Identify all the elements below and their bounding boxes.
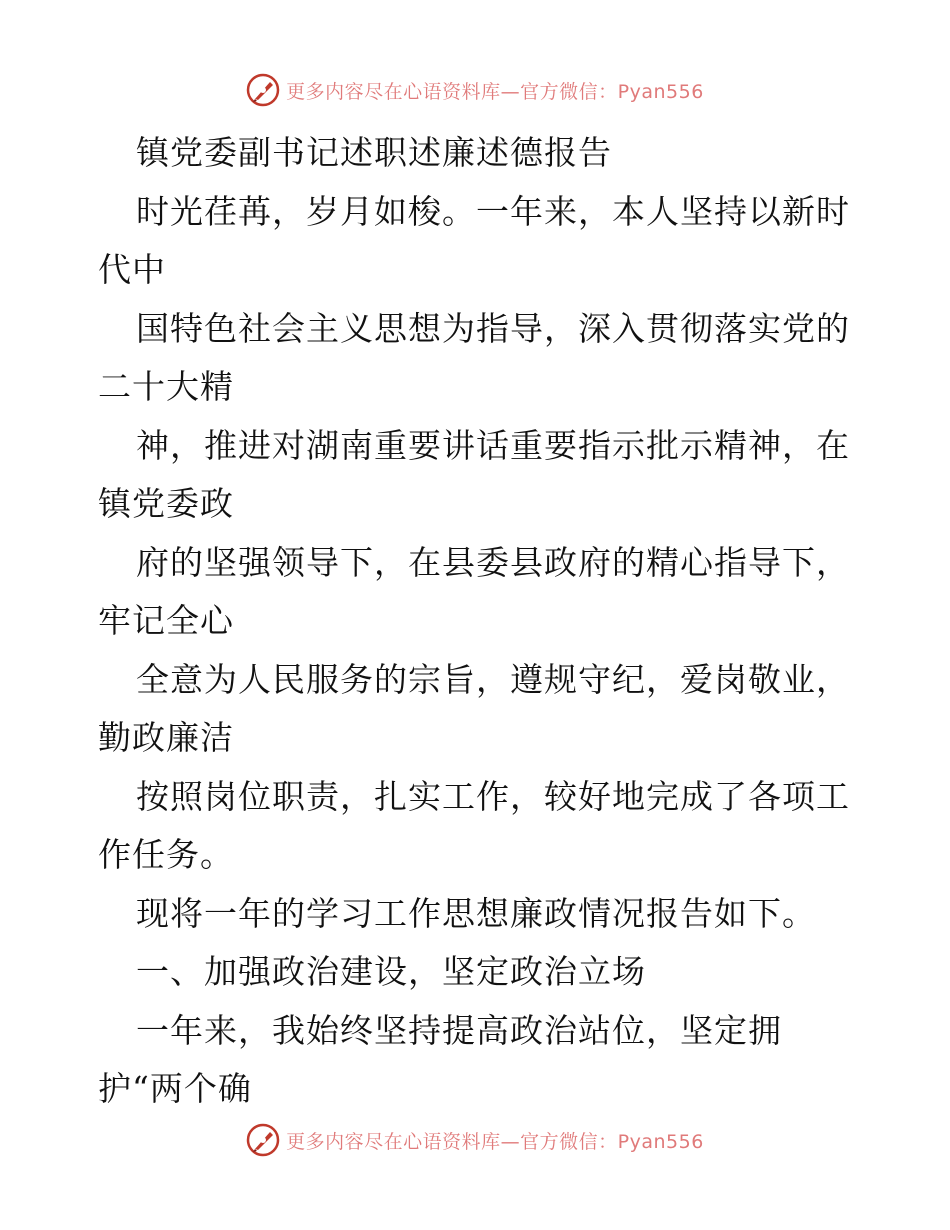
watermark-header xyxy=(0,70,950,110)
quill-pen-logo-icon xyxy=(246,1123,280,1157)
text-line: 一、加强政治建设，坚定政治立场 xyxy=(136,952,646,991)
text-line: 现将一年的学习工作思想廉政情况报告如下。 xyxy=(136,893,816,933)
text-line: 时光荏苒，岁月如梭。一年来，本人坚持以新时 xyxy=(136,191,850,231)
text-line: 府的坚强领导下，在县委县政府的精心指导下， xyxy=(136,542,850,582)
document-body xyxy=(98,124,858,1119)
text-line: 镇党委政 xyxy=(98,484,234,523)
watermark-text: 更多内容尽在心语资料库—官方微信：Pyan556 xyxy=(286,1130,704,1153)
quill-pen-logo-icon xyxy=(246,73,280,107)
text-line: 全意为人民服务的宗旨，遵规守纪，爱岗敬业， xyxy=(136,659,850,699)
text-line: 代中 xyxy=(98,250,166,289)
watermark-footer xyxy=(0,1120,950,1160)
text-line: 牢记全心 xyxy=(98,601,234,640)
watermark-text: 更多内容尽在心语资料库—官方微信：Pyan556 xyxy=(286,80,704,103)
text-line: 神，推进对湖南重要讲话重要指示批示精神，在 xyxy=(136,425,850,465)
document-title: 镇党委副书记述职述廉述德报告 xyxy=(136,133,612,172)
text-line: 护“两个确 xyxy=(98,1069,252,1108)
text-line: 一年来，我始终坚持提高政治站位，坚定拥 xyxy=(136,1010,782,1050)
text-line: 二十大精 xyxy=(98,367,234,406)
text-line: 勤政廉洁 xyxy=(98,718,234,757)
text-line: 国特色社会主义思想为指导，深入贯彻落实党的 xyxy=(136,308,850,348)
text-line: 按照岗位职责，扎实工作，较好地完成了各项工 xyxy=(136,776,850,816)
text-line: 作任务。 xyxy=(98,835,234,874)
